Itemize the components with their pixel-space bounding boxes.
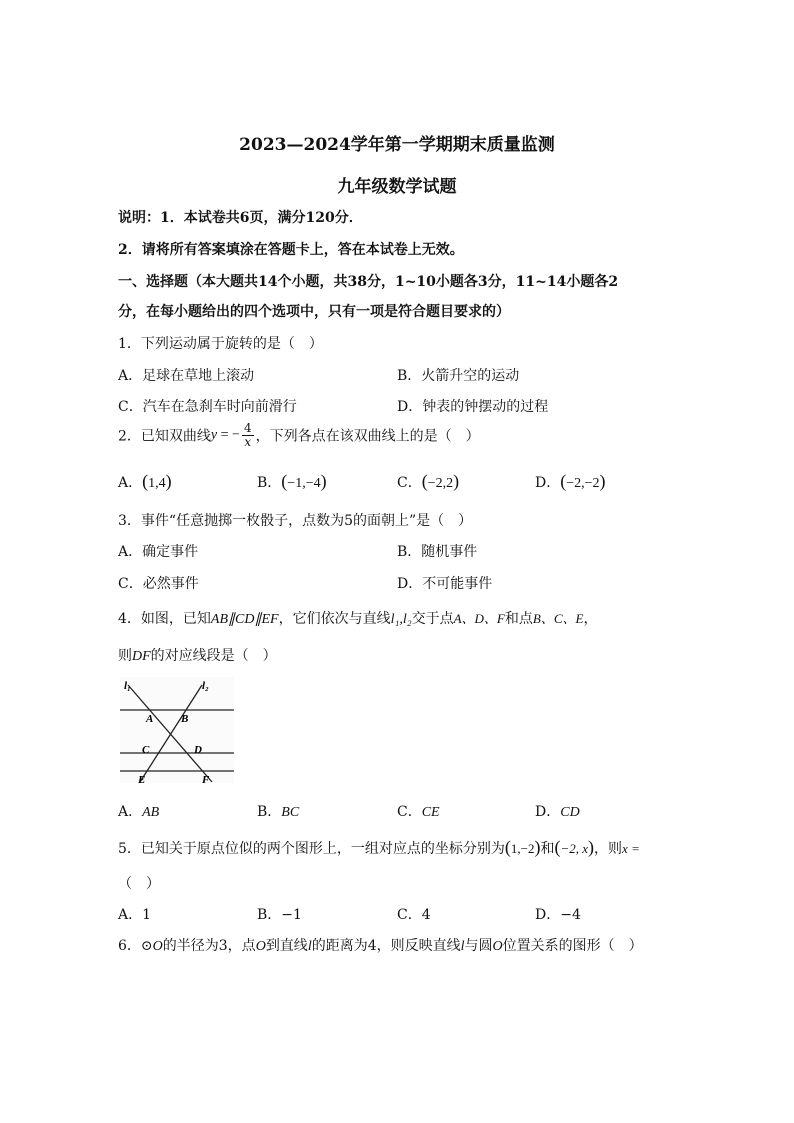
q4-points-2: B、C、E	[532, 611, 584, 626]
q5-stem: 5．已知关于原点位似的两个图形上，一组对应点的坐标分别为(1,−2)和(−2, x)，则x =	[118, 837, 640, 857]
q2-eq-y: y	[210, 427, 218, 443]
q2-a-label: A．	[118, 475, 143, 491]
q2-b-value: −1,−4	[287, 476, 321, 491]
page-title: 2023—2024学年第一学期期末质量监测	[239, 135, 555, 155]
q4-stem-mid3: 和点	[504, 611, 533, 627]
label-l1: l₁	[124, 680, 131, 692]
q4-stem-line-2	[118, 645, 277, 665]
q4-line2-pre: 则	[118, 648, 132, 664]
q2-stem-post: ，下列各点在该双曲线上的是（ ）	[255, 428, 480, 445]
q4-option-b: B．BC	[257, 804, 300, 820]
q4-points-1: A、D、F	[453, 611, 505, 626]
q2-c-label: C．	[397, 475, 422, 491]
q2-eq-op: = −	[217, 427, 240, 443]
page-subtitle: 九年级数学试题	[337, 177, 457, 197]
q5-point-1: 1,−2	[510, 841, 535, 856]
q2-frac-num: 4	[243, 421, 252, 435]
q2-option-a: A．(1,4)	[118, 471, 172, 491]
section-heading-line-1: 一、选择题（本大题共14个小题，共38分，1~10小题各3分，11~14小题各2	[118, 274, 619, 290]
q3-option-b: B．随机事件	[397, 544, 478, 560]
q5-option-d: D．−4	[535, 907, 581, 923]
q1-option-a: A．足球在草地上滚动	[118, 368, 255, 384]
q1-option-c: C．汽车在急刹车时向前滑行	[118, 399, 297, 415]
q2-stem	[118, 422, 480, 449]
label-e: E	[138, 774, 146, 785]
q4-stem	[118, 608, 597, 628]
q6-stem-pre: 6．⊙	[118, 938, 153, 954]
label-c: C	[142, 744, 150, 756]
q2-stem-pre: 2．已知双曲线	[118, 428, 211, 445]
q2-b-label: B．	[257, 475, 282, 491]
q5-x-eq: x =	[622, 841, 640, 856]
q2-frac-den: x	[244, 435, 252, 449]
q4-stem-pre: 4．如图，已知	[118, 611, 211, 627]
q4-parallel-lines-figure	[118, 675, 236, 785]
q2-option-b: B．(−1,−4)	[257, 471, 327, 491]
q6-stem: 6．⊙O的半径为3，点O到直线l的距离为4，则反映直线l与圆O位置关系的图形（ ）	[118, 938, 643, 954]
note-line-2: 2．请将所有答案填涂在答题卡上，答在本试卷上无效。	[118, 242, 464, 258]
q5-stem-mid: 和	[540, 841, 555, 857]
q4-option-c: C．CE	[397, 804, 440, 820]
q5-stem-pre: 5．已知关于原点位似的两个图形上，一组对应点的坐标分别为	[118, 841, 505, 857]
q4-stem-mid: ，它们依次与直线	[278, 611, 391, 627]
q5-option-b: B．−1	[257, 907, 302, 923]
q2-a-value: 1,4	[148, 476, 166, 491]
q3-option-d: D．不可能事件	[397, 576, 493, 592]
q4-segment: DF	[132, 649, 151, 664]
label-b: B	[181, 713, 189, 725]
q4-option-d: D．CD	[535, 804, 580, 820]
q4-stem-end: ，	[583, 611, 598, 627]
q4-option-a: A．AB	[118, 804, 160, 820]
q5-option-c: C．4	[397, 907, 431, 923]
q4-lines: l₁,l₂	[390, 612, 412, 627]
q4-stem-mid2: 交于点	[411, 611, 454, 627]
q5-point-2: −2, x	[560, 841, 589, 856]
q3-stem: 3．事件“任意抛掷一枚骰子，点数为5的面朝上”是（ ）	[118, 513, 473, 529]
label-a: A	[146, 713, 154, 725]
label-f: F	[202, 774, 210, 785]
q5-stem-post: ，则	[594, 841, 623, 857]
q2-d-value: −2,−2	[566, 476, 600, 491]
q2-option-c: C．(−2,2)	[397, 471, 460, 491]
note-line-1: 说明：1．本试卷共6页，满分120分．	[118, 210, 363, 226]
q4-line2-post: 的对应线段是（ ）	[150, 648, 277, 664]
q2-option-d: D．(−2,−2)	[535, 471, 606, 491]
q5-paren: （ ）	[118, 876, 160, 892]
q4-condition: AB∥CD∥EF	[210, 612, 279, 627]
q1-option-d: D．钟表的钟摆动的过程	[397, 399, 549, 415]
q3-option-a: A．确定事件	[118, 544, 199, 560]
q1-option-b: B．火箭升空的运动	[397, 368, 520, 384]
q2-d-label: D．	[535, 475, 561, 491]
q1-stem: 1．下列运动属于旋转的是（ ）	[118, 336, 323, 352]
label-d: D	[194, 744, 202, 756]
figure-background	[120, 677, 234, 783]
q5-option-a: A．1	[118, 907, 152, 923]
section-heading-line-2: 分，在每小题给出的四个选项中，只有一项是符合题目要求的）	[118, 304, 510, 320]
q3-option-c: C．必然事件	[118, 576, 199, 592]
q2-fraction	[242, 422, 254, 449]
label-l2: l₂	[202, 680, 209, 692]
q2-c-value: −2,2	[427, 476, 454, 491]
